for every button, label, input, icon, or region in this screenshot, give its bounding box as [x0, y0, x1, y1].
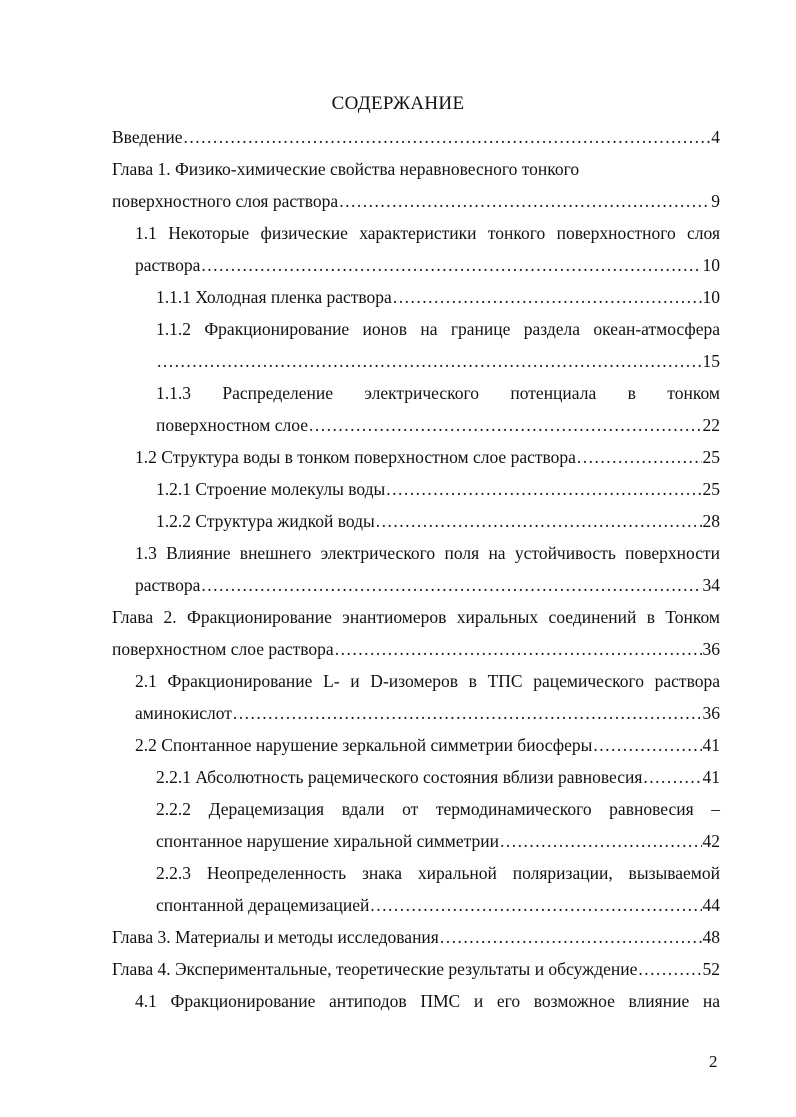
toc-page-number: 22 — [702, 415, 720, 435]
toc-entry-2-2-2-cont[interactable] — [156, 830, 720, 852]
toc-word: тонком — [667, 383, 720, 403]
toc-entry-1-1-2-cont[interactable] — [156, 350, 720, 372]
toc-entry-text: раствора — [135, 575, 201, 595]
toc-entry-text: Глава 2. Фракционирование энантиомеров хиральных соединений в Тонком — [112, 607, 720, 627]
toc-entry-2-2-1[interactable] — [156, 766, 720, 788]
toc-entry-text: 2.1 Фракционирование L- и D-изомеров в ТПС рацемического раствора — [135, 671, 720, 691]
toc-leader-dots — [638, 958, 701, 980]
toc-entry-text: 1.2.2 Структура жидкой воды — [156, 511, 375, 531]
toc-page-number: 34 — [702, 575, 720, 595]
toc-entry-1-3[interactable] — [135, 542, 720, 564]
toc-entry-text: 1.2.1 Строение молекулы воды — [156, 479, 386, 499]
toc-entry-1-2-2[interactable] — [156, 510, 720, 532]
toc-entry-text: 1.2 Структура воды в тонком поверхностном слое раствора — [135, 447, 576, 467]
toc-entry-chapter-2-cont[interactable] — [112, 638, 720, 660]
toc-entry-text: 1.1.2 Фракционирование ионов на границе раздела океан-атмосфера — [156, 319, 720, 339]
toc-page-number: 41 — [702, 767, 720, 787]
toc-entry-2-2-3[interactable] — [156, 862, 720, 884]
toc-entry-1-1-1[interactable] — [156, 286, 720, 308]
toc-leader-dots — [577, 446, 702, 468]
toc-entry-text: спонтанной дерацемизацией — [156, 895, 370, 915]
toc-page-number: 52 — [702, 959, 720, 979]
toc-page-number: 44 — [702, 895, 720, 915]
toc-page-number: 10 — [702, 287, 720, 307]
toc-leader-dots — [393, 286, 702, 308]
toc-entry-text: поверхностном слое — [156, 415, 308, 435]
toc-entry-text: Глава 3. Материалы и методы исследования — [112, 927, 439, 947]
toc-entry-text: Глава 4. Экспериментальные, теоретические результаты и обсуждение — [112, 959, 638, 979]
toc-entry-chapter-2[interactable] — [112, 606, 720, 628]
toc-entry-2-1-cont[interactable] — [135, 702, 720, 724]
toc-entry-text: поверхностном слое раствора — [112, 639, 334, 659]
toc-leader-dots — [370, 894, 701, 916]
toc-page-number: 36 — [702, 703, 720, 723]
page-number: 2 — [709, 1052, 718, 1071]
toc-entry-chapter-1-cont[interactable] — [112, 190, 720, 212]
toc-entry-1-1-3[interactable] — [156, 382, 720, 404]
toc-leader-dots — [157, 350, 702, 372]
toc-page-number: 48 — [702, 927, 720, 947]
toc-word: электрического — [364, 383, 479, 403]
toc-entry-1-1-3-cont[interactable] — [156, 414, 720, 436]
toc-entry-text: спонтанное нарушение хиральной симметрии — [156, 831, 499, 851]
toc-leader-dots — [184, 126, 711, 148]
toc-entry-text: 2.2.1 Абсолютность рацемического состояния вблизи равновесия — [156, 767, 643, 787]
toc-entry-1-2-1[interactable] — [156, 478, 720, 500]
toc-page-number: 9 — [711, 191, 720, 211]
toc-page-number: 36 — [702, 639, 720, 659]
toc-entry-text: раствора — [135, 255, 201, 275]
toc-word: в — [627, 383, 636, 403]
toc-page-number: 25 — [702, 479, 720, 499]
toc-page-number: 42 — [702, 831, 720, 851]
toc-leader-dots — [376, 510, 702, 532]
toc-entry-1-1-2[interactable] — [156, 318, 720, 340]
toc-leader-dots — [309, 414, 702, 436]
toc-word: потенциала — [510, 383, 597, 403]
toc-entry-text: 2.2 Спонтанное нарушение зеркальной симметрии биосферы — [135, 735, 593, 755]
toc-entry-1-3-cont[interactable] — [135, 574, 720, 596]
toc-entry-chapter-3[interactable] — [112, 926, 720, 948]
toc-leader-dots — [440, 926, 702, 948]
toc-page-number: 4 — [711, 127, 720, 147]
toc-page-number: 41 — [702, 735, 720, 755]
toc-leader-dots — [201, 254, 701, 276]
toc-page-number: 10 — [702, 255, 720, 275]
toc-entry-text: 2.2.2 Дерацемизация вдали от термодинамического равновесия – — [156, 799, 720, 819]
toc-entry-2-1[interactable] — [135, 670, 720, 692]
toc-leader-dots — [386, 478, 701, 500]
toc-page-number: 15 — [702, 351, 720, 371]
toc-leader-dots — [643, 766, 701, 788]
toc-entry-text: Глава 1. Физико-химические свойства неравновесного тонкого — [112, 159, 580, 179]
toc-leader-dots — [335, 638, 702, 660]
toc-entry-text: 1.1 Некоторые физические характеристики тонкого поверхностного слоя — [135, 223, 720, 243]
toc-entry-1-1-cont[interactable] — [135, 254, 720, 276]
toc-leader-dots — [339, 190, 710, 212]
toc-entry-1-2[interactable] — [135, 446, 720, 468]
toc-entry-2-2[interactable] — [135, 734, 720, 756]
toc-entry-text: поверхностного слоя раствора — [112, 191, 339, 211]
toc-entry-2-2-3-cont[interactable] — [156, 894, 720, 916]
toc-entry-text: 2.2.3 Неопределенность знака хиральной поляризации, вызываемой — [156, 863, 720, 883]
toc-entry-text: 1.1.1 Холодная пленка раствора — [156, 287, 392, 307]
toc-entry-introduction[interactable] — [112, 126, 720, 148]
toc-leader-dots — [593, 734, 701, 756]
toc-leader-dots — [233, 702, 702, 724]
toc-entry-1-1[interactable] — [135, 222, 720, 244]
toc-word: Распределение — [222, 383, 333, 403]
toc-page-number: 25 — [702, 447, 720, 467]
toc-word: 1.1.3 — [156, 383, 191, 403]
toc-entry-chapter-4[interactable] — [112, 958, 720, 980]
toc-leader-dots — [201, 574, 701, 596]
toc-entry-2-2-2[interactable] — [156, 798, 720, 820]
toc-entry-4-1[interactable] — [135, 990, 720, 1012]
toc-entry-text: аминокислот — [135, 703, 232, 723]
toc-page-number: 28 — [702, 511, 720, 531]
page-title: СОДЕРЖАНИЕ — [331, 93, 465, 114]
toc-entry-text: 1.3 Влияние внешнего электрического поля на устойчивость поверхности — [135, 543, 720, 563]
toc-entry-text: Введение — [112, 127, 183, 147]
toc-entry-chapter-1[interactable] — [112, 158, 720, 180]
toc-leader-dots — [500, 830, 702, 852]
toc-entry-text: 4.1 Фракционирование антиподов ПМС и его возможное влияние на — [135, 991, 720, 1011]
